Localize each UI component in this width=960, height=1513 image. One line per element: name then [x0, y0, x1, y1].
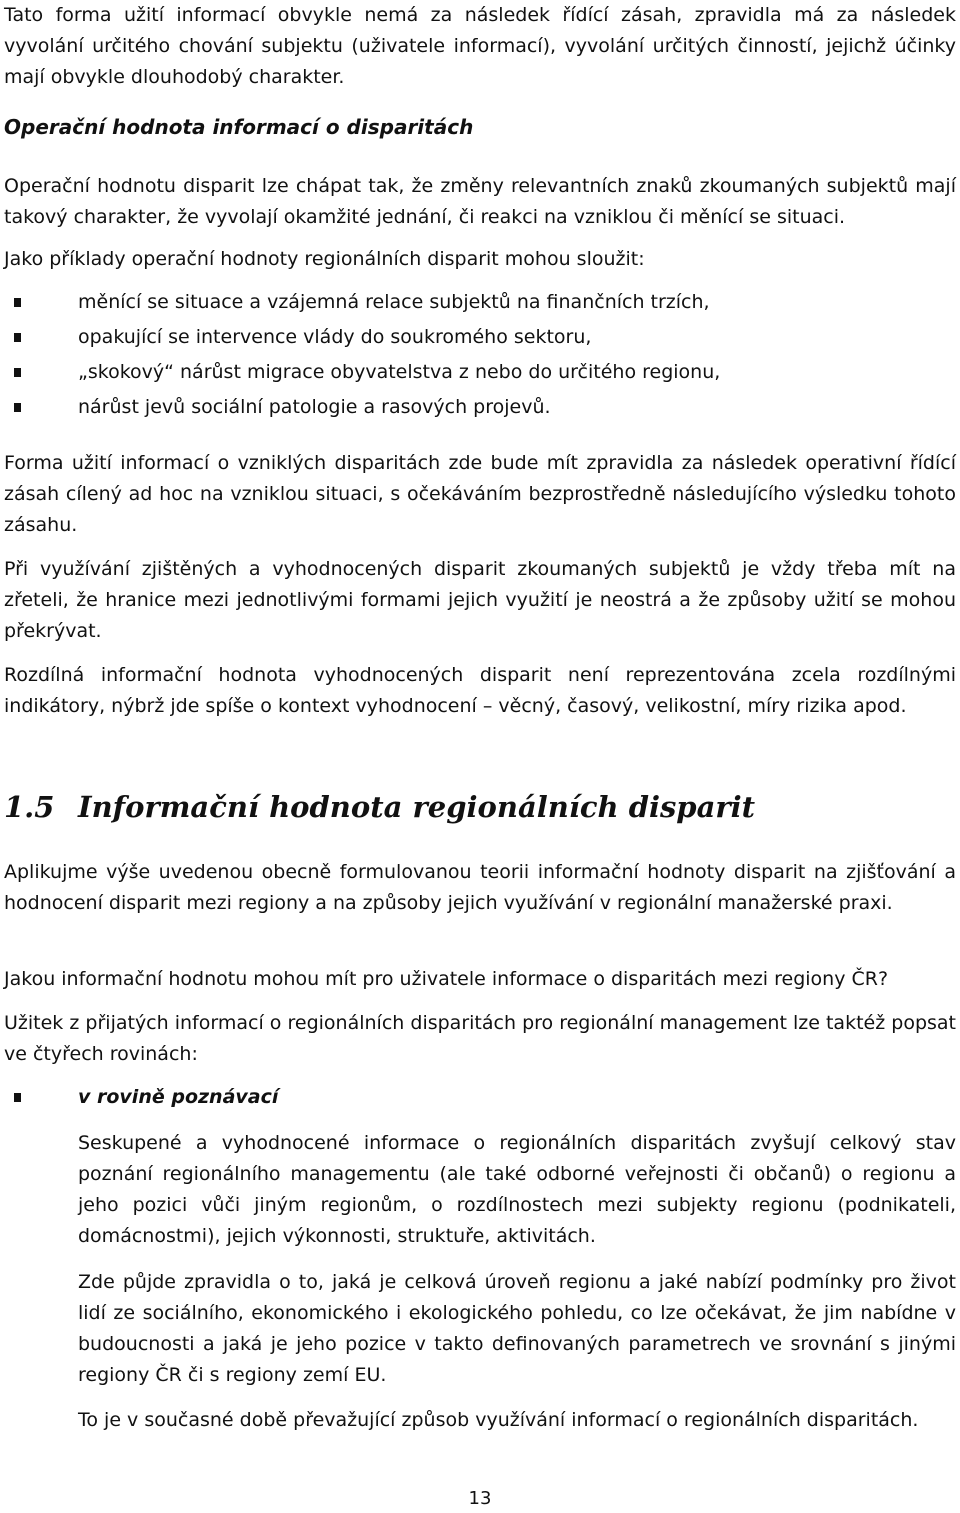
bullet-heading-poznavaci [4, 1082, 956, 1113]
paragraph-pri-vyuzivani: Při využívání zjištěných a vyhodnocených disparit zkoumaných subjektů je vždy třeba mít na zřeteli, že hranice mezi jednotlivými formami jejich využití je neostrá a že způsoby užití se mohou překrývat. [4, 558, 956, 642]
paragraph-forma-uziti: Forma užití informací o vzniklých disparitách zde bude mít zpravidla za následek operativní řídící zásah cílený ad hoc na vzniklou situaci, s očekáváním bezprostředně následujícího výsledku tohoto zásahu. [4, 452, 956, 536]
chapter-title: Informační hodnota regionálních disparit [78, 790, 756, 824]
list-item-text: „skokový“ nárůst migrace obyvatelstva z nebo do určitého regionu, [78, 361, 721, 383]
paragraph-uzitek: Užitek z přijatých informací o regionálních disparitách pro regionální management lze taktéž popsat ve čtyřech rovinách: [4, 1012, 956, 1065]
page-number: 13 [468, 1488, 492, 1509]
bullet-heading-text: v rovině poznávací [78, 1086, 279, 1108]
list-item [4, 322, 956, 357]
paragraph-operacni-definice: Operační hodnotu disparit lze chápat tak, že změny relevantních znaků zkoumaných subjektů mají takový charakter, že vyvolají okamžité jednání, či reakci na vzniklou či měnící se situaci. [4, 175, 956, 228]
paragraph-zde-pujde: Zde půjde zpravidla o to, jaká je celková úroveň regionu a jaké nabízí podmínky pro život lidí ze sociálního, ekonomického i ekologického pohledu, co lze očekávat, že jim nabídne v budoucnosti a jaká je jeho pozice v takto definovaných parametrech ve srovnání s jinými regiony ČR či s regiony zemí EU. [78, 1271, 956, 1386]
list-item-text: měnící se situace a vzájemná relace subjektů na finančních trzích, [78, 291, 710, 313]
list-item [4, 357, 956, 392]
paragraph-jakou-hodnotu: Jakou informační hodnotu mohou mít pro uživatele informace o disparitách mezi regiony ČR? [4, 968, 889, 990]
chapter-number: 1.5 [4, 790, 55, 824]
paragraph-seskupene: Seskupené a vyhodnocené informace o regionálních disparitách zvyšují celkový stav poznání regionálního managementu (ale také odborné veřejnosti či občanů) o regionu a jeho pozici vůči jiným regionům, o rozdílnostech mezi subjekty regionu (podnikateli, domácnostmi), jejich výkonnosti, struktuře, aktivitách. [78, 1132, 956, 1247]
examples-list [4, 287, 956, 427]
paragraph-rozdilna-hodnota: Rozdílná informační hodnota vyhodnocených disparit není reprezentována zcela rozdílnými indikátory, nýbrž jde spíše o kontext vyhodnocení – věcný, časový, velikostní, míry rizika apod. [4, 664, 956, 717]
square-bullet-icon [14, 333, 21, 342]
paragraph-priklady-intro: Jako příklady operační hodnoty regionálních disparit mohou sloužit: [4, 248, 645, 270]
list-item [4, 287, 956, 322]
square-bullet-icon [14, 403, 21, 412]
paragraph-aplikujme: Aplikujme výše uvedenou obecně formulovanou teorii informační hodnoty disparit na zjišťování a hodnocení disparit mezi regiony a na způsoby jejich využívání v regionální manažerské praxi. [4, 861, 956, 914]
square-bullet-icon [14, 298, 21, 307]
subheading-operacni-hodnota: Operační hodnota informací o disparitách [4, 115, 474, 139]
paragraph-intro: Tato forma užití informací obvykle nemá za následek řídící zásah, zpravidla má za následek vyvolání určitého chování subjektu (uživatele informací), vyvolání určitých činností, jejichž účinky mají obvykle dlouhodobý charakter. [4, 4, 956, 88]
paragraph-to-je: To je v současné době převažující způsob využívání informací o regionálních disparitách. [78, 1409, 919, 1431]
list-item-text: opakující se intervence vlády do soukromého sektoru, [78, 326, 592, 348]
list-item [4, 392, 956, 427]
square-bullet-icon [14, 1093, 21, 1102]
list-item-text: nárůst jevů sociální patologie a rasových projevů. [78, 396, 551, 418]
square-bullet-icon [14, 368, 21, 377]
chapter-heading [4, 790, 755, 824]
